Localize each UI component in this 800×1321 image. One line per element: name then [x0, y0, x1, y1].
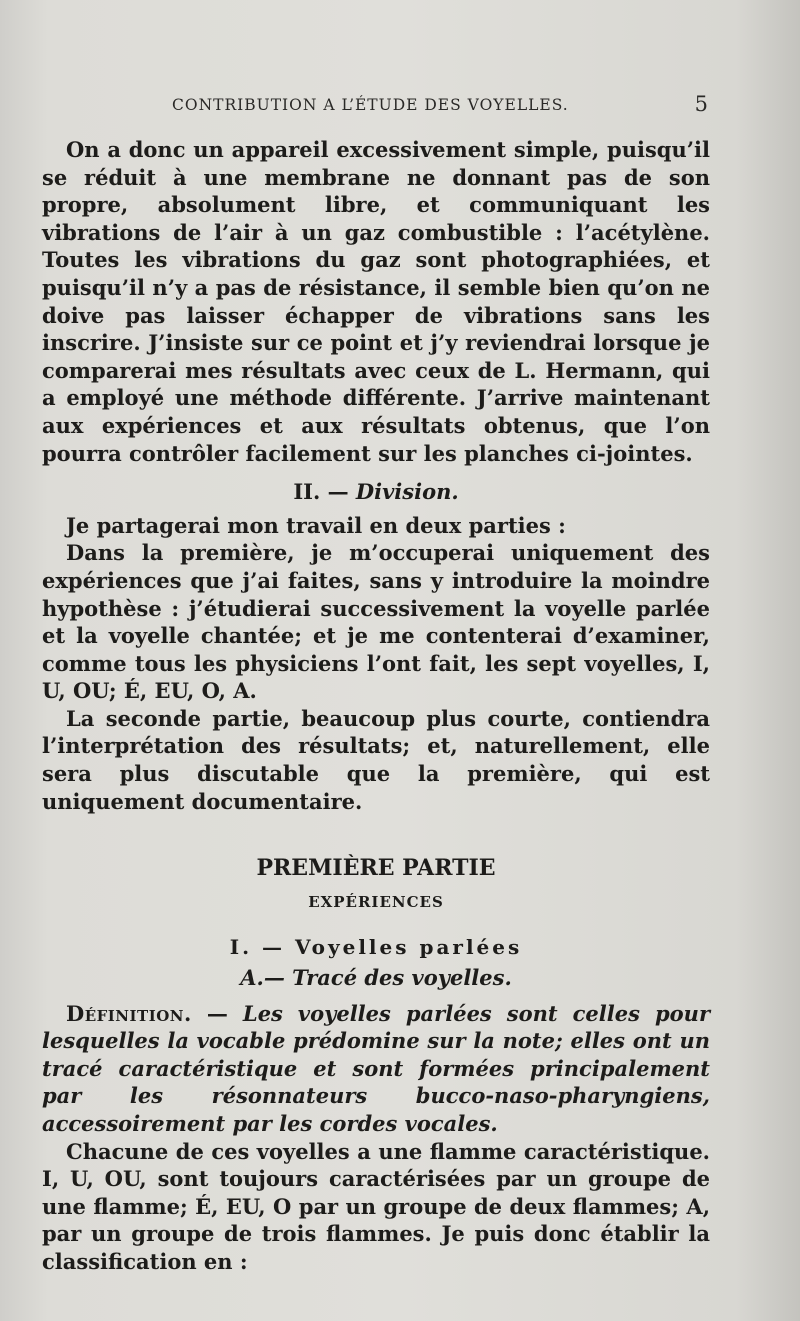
paragraph-flames: Chacune de ces voyelles a une flamme caractéristique. I, U, OU, sont toujours caractérisées par un groupe de une flamme; É, EU, O par un groupe de deux flammes; A, par un groupe de trois flammes. Je puis donc établir la classification en : — [42, 1138, 710, 1274]
paragraph-two-parts: Je partagerai mon travail en deux parties : — [66, 512, 566, 538]
section-title: Division. — [355, 479, 459, 505]
paragraph-second-part: La seconde partie, beaucoup plus courte, contiendra l’interprétation des résultats; et, naturellement, elle sera plus discutable que la première, qui est uniquement documentaire. — [42, 705, 710, 814]
definition-lead: Définition. — [66, 1000, 192, 1026]
page-number: 5 — [694, 92, 708, 116]
chapter-heading: I. — Voyelles parlées — [229, 935, 523, 960]
section-number: II. — — [293, 479, 356, 505]
page-body — [42, 136, 710, 1276]
definition-dash: — — [191, 1000, 243, 1026]
subsection-title: Tracé des voyelles. — [292, 965, 512, 991]
running-title: CONTRIBUTION A L’ÉTUDE DES VOYELLES. — [172, 96, 569, 114]
subsection-heading — [42, 964, 710, 992]
paragraph-first-part: Dans la première, je m’occuperai uniquement des expériences que j’ai faites, sans y introduire la moindre hypothèse : j’étudierai successivement la voyelle parlée et la voyelle chantée; et je me contenterai d’examiner, comme tous les physiciens l’ont fait, les sept voyelles, I, U, OU; É, EU, O, A. — [42, 540, 710, 704]
part-subtitle: EXPÉRIENCES — [308, 892, 444, 911]
running-header — [172, 92, 712, 116]
paragraph-apparatus: On a donc un appareil excessivement simple, puisqu’il se réduit à une membrane ne donnant pas de son propre, absolument libre, et communiquant les vibrations de l’air à un gaz combustible : l’acétylène. Toutes les vibrations du gaz sont photographiées, et puisqu’il n’y a pas de résistance, il semble bien qu’on ne doive pas laisser échapper de vibrations sans les inscrire. J’insiste sur ce point et j’y reviendrai lorsque je comparerai mes résultats avec ceux de L. Hermann, qui a employé une méthode différente. J’arrive maintenant aux expériences et aux résultats obtenus, que l’on pourra contrôler facilement sur les planches ci-jointes. — [42, 137, 710, 466]
definition-paragraph — [42, 1000, 710, 1138]
section-heading-division — [42, 478, 710, 506]
part-title: PREMIÈRE PARTIE — [256, 855, 496, 882]
subsection-number: A.— — [240, 965, 293, 991]
definition-text: Les voyelles parlées sont celles pour lesquelles la vocable prédomine sur la note; elles ont un tracé caractéristique et sont formées principalement par les résonnateurs bucco-naso-pharyngiens, accessoirement par les cordes vocales. — [42, 1000, 711, 1136]
